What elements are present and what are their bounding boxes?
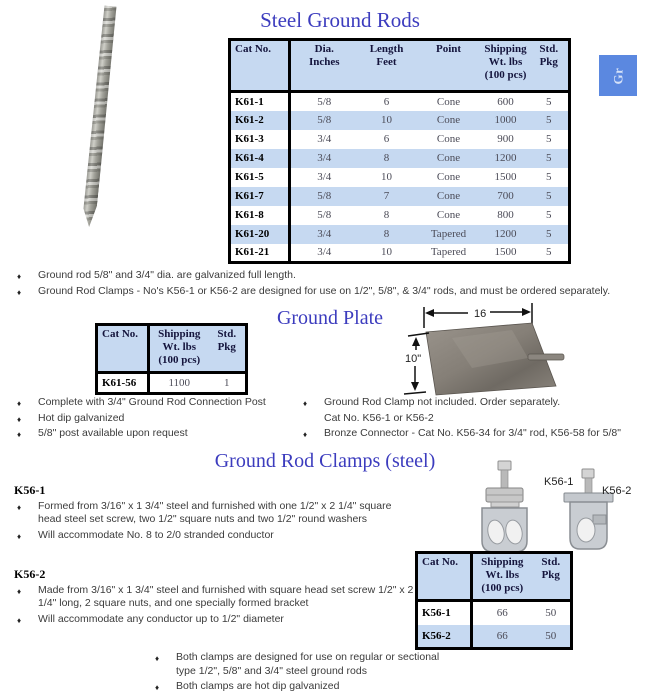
note-item: ♦ Will accommodate any conductor up to 1/2" diameter — [14, 613, 416, 627]
plate-height-label: 10" — [405, 353, 422, 365]
pkg-cell: 5 — [546, 133, 552, 145]
length-cell: 8 — [383, 152, 390, 164]
cat-no-cell: K61-56 — [97, 373, 149, 394]
rods-section-title: Steel Ground Rods — [260, 8, 420, 32]
pkg-cell: 5 — [546, 228, 552, 240]
length-cell: 8 — [383, 228, 390, 240]
rods-header-pkg: Std. Pkg — [530, 40, 570, 92]
cat-no-cell: K61-5 — [230, 168, 290, 187]
note-item: ♦ Both clamps are hot dip galvanized — [152, 680, 454, 694]
rods-header-point: Point — [416, 40, 482, 92]
length-cell: 8 — [383, 209, 390, 221]
shipping-cell: 1000 — [494, 114, 517, 126]
point-cell: Cone — [436, 114, 461, 126]
point-cell: Cone — [436, 190, 461, 202]
note-item: ♦ Formed from 3/16" x 1 3/4" steel and furnished with one 1/2" x 2 1/4" square head steel set screw, two 1/2" square nuts and two 1/2" round washers — [14, 500, 416, 527]
shipping-cell: 600 — [497, 95, 514, 108]
note-item: ♦ Ground Rod Clamp not included. Order separately. — [300, 396, 650, 410]
shipping-cell: 1200 — [494, 228, 517, 240]
clamp-k56-2-description — [14, 568, 416, 628]
point-cell: Tapered — [430, 228, 467, 240]
ground-rod-photo — [96, 6, 140, 236]
table-row — [417, 601, 572, 625]
clamps-header-cat: Cat No. — [417, 553, 472, 601]
steel-ground-rods-table — [228, 38, 571, 264]
length-cell: 6 — [383, 133, 390, 145]
length-cell: 6 — [383, 95, 390, 108]
clamp-k56-1-heading: K56-1 — [14, 483, 46, 497]
cat-no-cell: K61-8 — [230, 206, 290, 225]
ground-plate-diagram — [402, 298, 572, 400]
pkg-cell: 50 — [545, 629, 557, 642]
pkg-cell: 1 — [224, 377, 230, 389]
pkg-cell: 5 — [546, 246, 552, 259]
table-row — [230, 168, 570, 187]
cat-no-cell: K61-4 — [230, 149, 290, 168]
plate-header-row — [97, 325, 247, 373]
table-row — [230, 92, 570, 111]
shipping-cell: 1500 — [494, 171, 517, 183]
clamp-photos — [452, 456, 648, 562]
gr-tab-label: Gr — [609, 67, 625, 84]
clamp-k56-1-photo-label: K56-1 — [544, 476, 574, 488]
cat-no-cell: K61-7 — [230, 187, 290, 206]
dia-cell: 5/8 — [317, 114, 332, 126]
cat-no-cell: K61-3 — [230, 130, 290, 149]
note-item: ♦ 5/8" post available upon request — [14, 427, 306, 441]
point-cell: Cone — [436, 95, 461, 108]
rods-header-dia: Dia. Inches — [290, 40, 358, 92]
cat-no-cell: K56-2 — [417, 625, 472, 649]
cat-no-cell: K61-2 — [230, 111, 290, 130]
point-cell: Tapered — [430, 246, 467, 259]
clamps-section-title: Ground Rod Clamps (steel) — [214, 450, 436, 472]
cat-no-cell: K61-20 — [230, 225, 290, 244]
pkg-cell: 50 — [545, 607, 557, 620]
clamps-header-pkg: Std. Pkg — [532, 553, 572, 601]
shipping-cell: 700 — [497, 190, 514, 202]
table-row — [230, 130, 570, 149]
dia-cell: 3/4 — [317, 246, 332, 259]
plate-notes-right — [300, 396, 650, 443]
plate-section-title: Ground Plate — [276, 307, 384, 329]
note-item: ♦ Made from 3/16" x 1 3/4" steel and furnished with square head set screw 1/2" x 2 1/4" long, 2 square nuts, and one specially formed bracket — [14, 584, 416, 611]
pkg-cell: 5 — [546, 114, 552, 126]
pkg-cell: 5 — [546, 190, 552, 202]
cat-no-cell: K56-1 — [417, 601, 472, 625]
rods-header-shipping: Shipping Wt. lbs (100 pcs) — [482, 40, 530, 92]
length-cell: 10 — [381, 171, 392, 183]
gr-section-tab — [599, 55, 637, 96]
ground-rod-image — [80, 5, 118, 227]
plate-width-label: 16 — [474, 308, 487, 320]
note-item: ♦ Both clamps are designed for use on regular or sectional type 1/2", 5/8" and 3/4" steel ground rods — [152, 651, 454, 678]
dia-cell: 5/8 — [317, 209, 332, 221]
pkg-cell: 5 — [546, 209, 552, 221]
point-cell: Cone — [436, 152, 461, 164]
table-row — [230, 111, 570, 130]
dia-cell: 3/4 — [317, 228, 332, 240]
note-item: ♦ Hot dip galvanized — [14, 412, 306, 426]
rods-header-length: Length Feet — [358, 40, 416, 92]
table-row — [230, 187, 570, 206]
dia-cell: 3/4 — [317, 152, 332, 164]
note-item: ♦ Ground Rod Clamps - No's K56-1 or K56-2 are designed for use on 1/2", 5/8", & 3/4" rods, and must be ordered separately. — [14, 285, 646, 299]
ground-plate-table — [95, 323, 248, 395]
plate-header-pkg: Std. Pkg — [209, 325, 247, 373]
shipping-cell: 900 — [497, 133, 514, 145]
dia-cell: 3/4 — [317, 133, 332, 145]
shipping-cell: 1200 — [494, 152, 517, 164]
length-cell: 7 — [383, 190, 390, 202]
dia-cell: 5/8 — [317, 95, 332, 108]
clamps-header-shipping: Shipping Wt. lbs (100 pcs) — [472, 553, 532, 601]
table-row — [97, 373, 247, 394]
plate-notes-left — [14, 396, 306, 443]
rods-header-row — [230, 40, 570, 92]
point-cell: Cone — [436, 133, 461, 145]
shipping-cell: 1100 — [168, 377, 191, 389]
point-cell: Cone — [436, 171, 461, 183]
clamp-k56-2-photo-label: K56-2 — [602, 485, 632, 497]
note-item: ♦ Will accommodate No. 8 to 2/0 stranded conductor — [14, 529, 416, 543]
shipping-cell: 66 — [496, 607, 508, 620]
clamp-k56-2-heading: K56-2 — [14, 567, 46, 581]
shipping-cell: 66 — [496, 629, 508, 642]
cat-no-cell: K61-21 — [230, 244, 290, 263]
pkg-cell: 5 — [546, 152, 552, 164]
plate-header-shipping: Shipping Wt. lbs (100 pcs) — [149, 325, 209, 373]
plate-header-cat: Cat No. — [97, 325, 149, 373]
clamp-k56-1-description — [14, 484, 416, 544]
dia-cell: 5/8 — [317, 190, 332, 202]
rods-header-cat: Cat No. — [230, 40, 290, 92]
note-item: ♦ Bronze Connector - Cat No. K56-34 for 3/4" rod, K56-58 for 5/8" — [300, 427, 650, 441]
note-continuation: Cat No. K56-1 or K56-2 — [324, 411, 434, 424]
point-cell: Cone — [436, 209, 461, 221]
note-item: ♦ Ground rod 5/8" and 3/4" dia. are galvanized full length. — [14, 269, 646, 283]
clamp-k56-2-image — [555, 468, 621, 556]
length-cell: 10 — [381, 114, 392, 126]
rods-notes — [14, 269, 646, 300]
table-row — [230, 225, 570, 244]
pkg-cell: 5 — [546, 95, 552, 108]
shipping-cell: 800 — [497, 209, 514, 221]
table-row — [230, 206, 570, 225]
dia-cell: 3/4 — [317, 171, 332, 183]
shipping-cell: 1500 — [494, 246, 517, 259]
table-row — [417, 625, 572, 649]
cat-no-cell: K61-1 — [230, 92, 290, 111]
length-cell: 10 — [381, 246, 392, 259]
pkg-cell: 5 — [546, 171, 552, 183]
clamp-k56-1-image — [468, 460, 540, 556]
note-item: ♦ Complete with 3/4" Ground Rod Connection Post — [14, 396, 306, 410]
ground-rod-clamps-table — [415, 551, 573, 650]
table-row — [230, 244, 570, 263]
clamps-header-row — [417, 553, 572, 601]
plate-post-image — [528, 354, 564, 360]
table-row — [230, 149, 570, 168]
clamps-shared-notes — [152, 651, 454, 696]
